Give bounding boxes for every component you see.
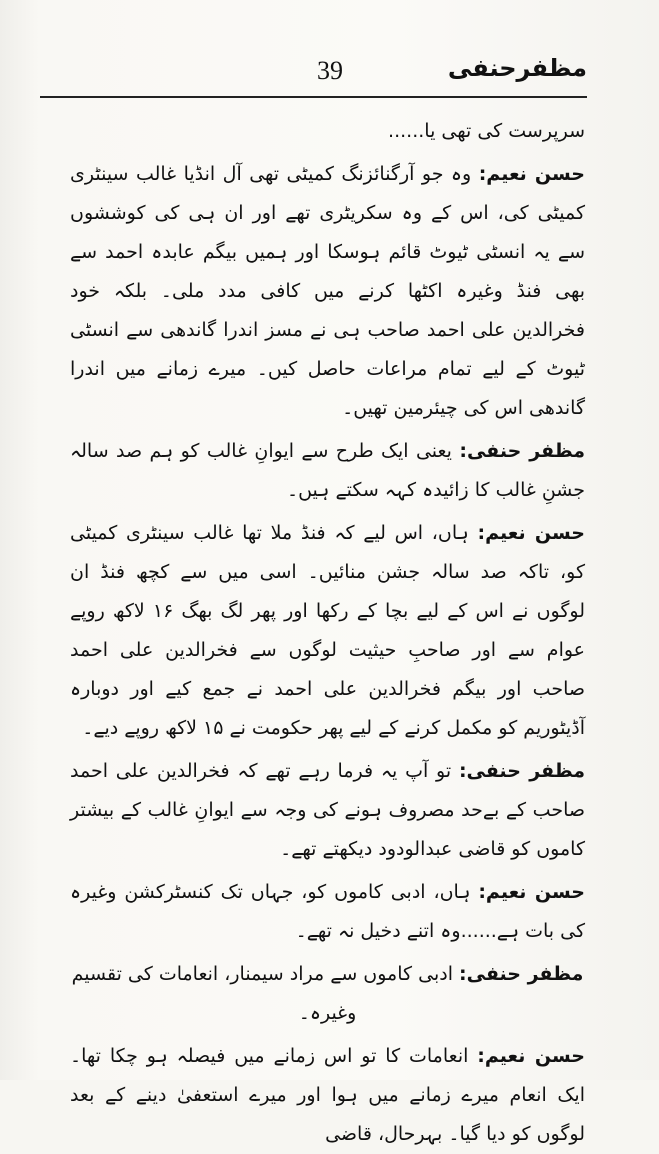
paragraph-7	[70, 955, 585, 1033]
paragraph-text: ہاں، ادبی کاموں کو، جہاں تک کنسٹرکشن وغیرہ کی بات ہے......وہ اتنے دخیل نہ تھے۔	[70, 881, 585, 942]
speaker-label: حسن نعیم:	[477, 522, 585, 544]
header-rule	[40, 96, 587, 98]
running-head: مظفرحنفی	[447, 54, 587, 82]
paragraph-text: تو آپ یہ فرما رہے تھے کہ فخرالدین علی احمد صاحب کے بےحد مصروف ہونے کی وجہ سے ایوانِ غالب کے بیشتر کاموں کو قاضی عبدالودود دیکھتے تھے۔	[70, 760, 585, 860]
speaker-label: مظفر حنفی:	[459, 963, 584, 985]
page-header	[40, 52, 587, 96]
paragraph-text: وہ جو آرگنائزنگ کمیٹی تھی آل انڈیا غالب سینٹری کمیٹی کی، اس کے وہ سکریٹری تھے اور ان ہی کی کوششوں سے یہ انسٹی ٹیوٹ قائم ہوسکا اور ہمیں بیگم عابدہ احمد سے بھی فنڈ وغیرہ اکٹھا کرنے میں کافی مدد ملی۔ بلکہ خود فخرالدین علی احمد صاحب ہی نے مسز اندرا گاندھی سے انسٹی ٹیوٹ کے لیے تمام مراعات حاصل کیں۔ میرے زمانے میں اندرا گاندھی اس کی چیئرمین تھیں۔	[70, 163, 585, 419]
page-number: 39	[317, 56, 343, 85]
speaker-label: حسن نعیم:	[478, 881, 586, 903]
paragraph-5	[70, 752, 585, 869]
paragraph-text: ادبی کاموں سے مراد سیمنار، انعامات کی تقسیم وغیرہ۔	[71, 963, 453, 1024]
page-body	[70, 112, 586, 1145]
speaker-label: مظفر حنفی:	[458, 760, 586, 782]
paragraph-3	[70, 432, 585, 510]
paragraph-1	[70, 112, 585, 151]
speaker-label: مظفر حنفی:	[459, 440, 585, 462]
paragraph-text: سرپرست کی تھی یا......	[388, 120, 585, 142]
speaker-label: حسن نعیم:	[478, 163, 585, 185]
paragraph-text: ہاں، اس لیے کہ فنڈ ملا تھا غالب سینٹری کمیٹی کو، تاکہ صد سالہ جشن منائیں۔ اسی میں سے کچھ فنڈ ان لوگوں نے اس کے لیے بچا کے رکھا اور پھر لگ بھگ ۱۶ لاکھ روپے عوام سے اور صاحبِ حیثیت لوگوں سے فخرالدین علی احمد صاحب اور بیگم فخرالدین علی احمد نے جمع کیے اور دوبارہ آڈیٹوریم کو مکمل کرنے کے لیے پھر حکومت نے ۱۵ لاکھ روپے دیے۔	[70, 522, 585, 739]
paragraph-4	[70, 514, 585, 748]
paragraph-2	[70, 155, 585, 428]
paragraph-6	[70, 873, 585, 951]
speaker-label: حسن نعیم:	[477, 1045, 585, 1067]
paragraph-8	[70, 1037, 585, 1154]
paragraph-text: انعامات کا تو اس زمانے میں فیصلہ ہو چکا تھا۔ ایک انعام میرے زمانے میں ہوا اور میرے استعفیٰ دینے کے بعد لوگوں کو دیا گیا۔ بہرحال، قاضی	[70, 1045, 585, 1145]
paragraph-text: یعنی ایک طرح سے ایوانِ غالب کو ہم صد سالہ جشنِ غالب کا زائیدہ کہہ سکتے ہیں۔	[70, 440, 585, 501]
